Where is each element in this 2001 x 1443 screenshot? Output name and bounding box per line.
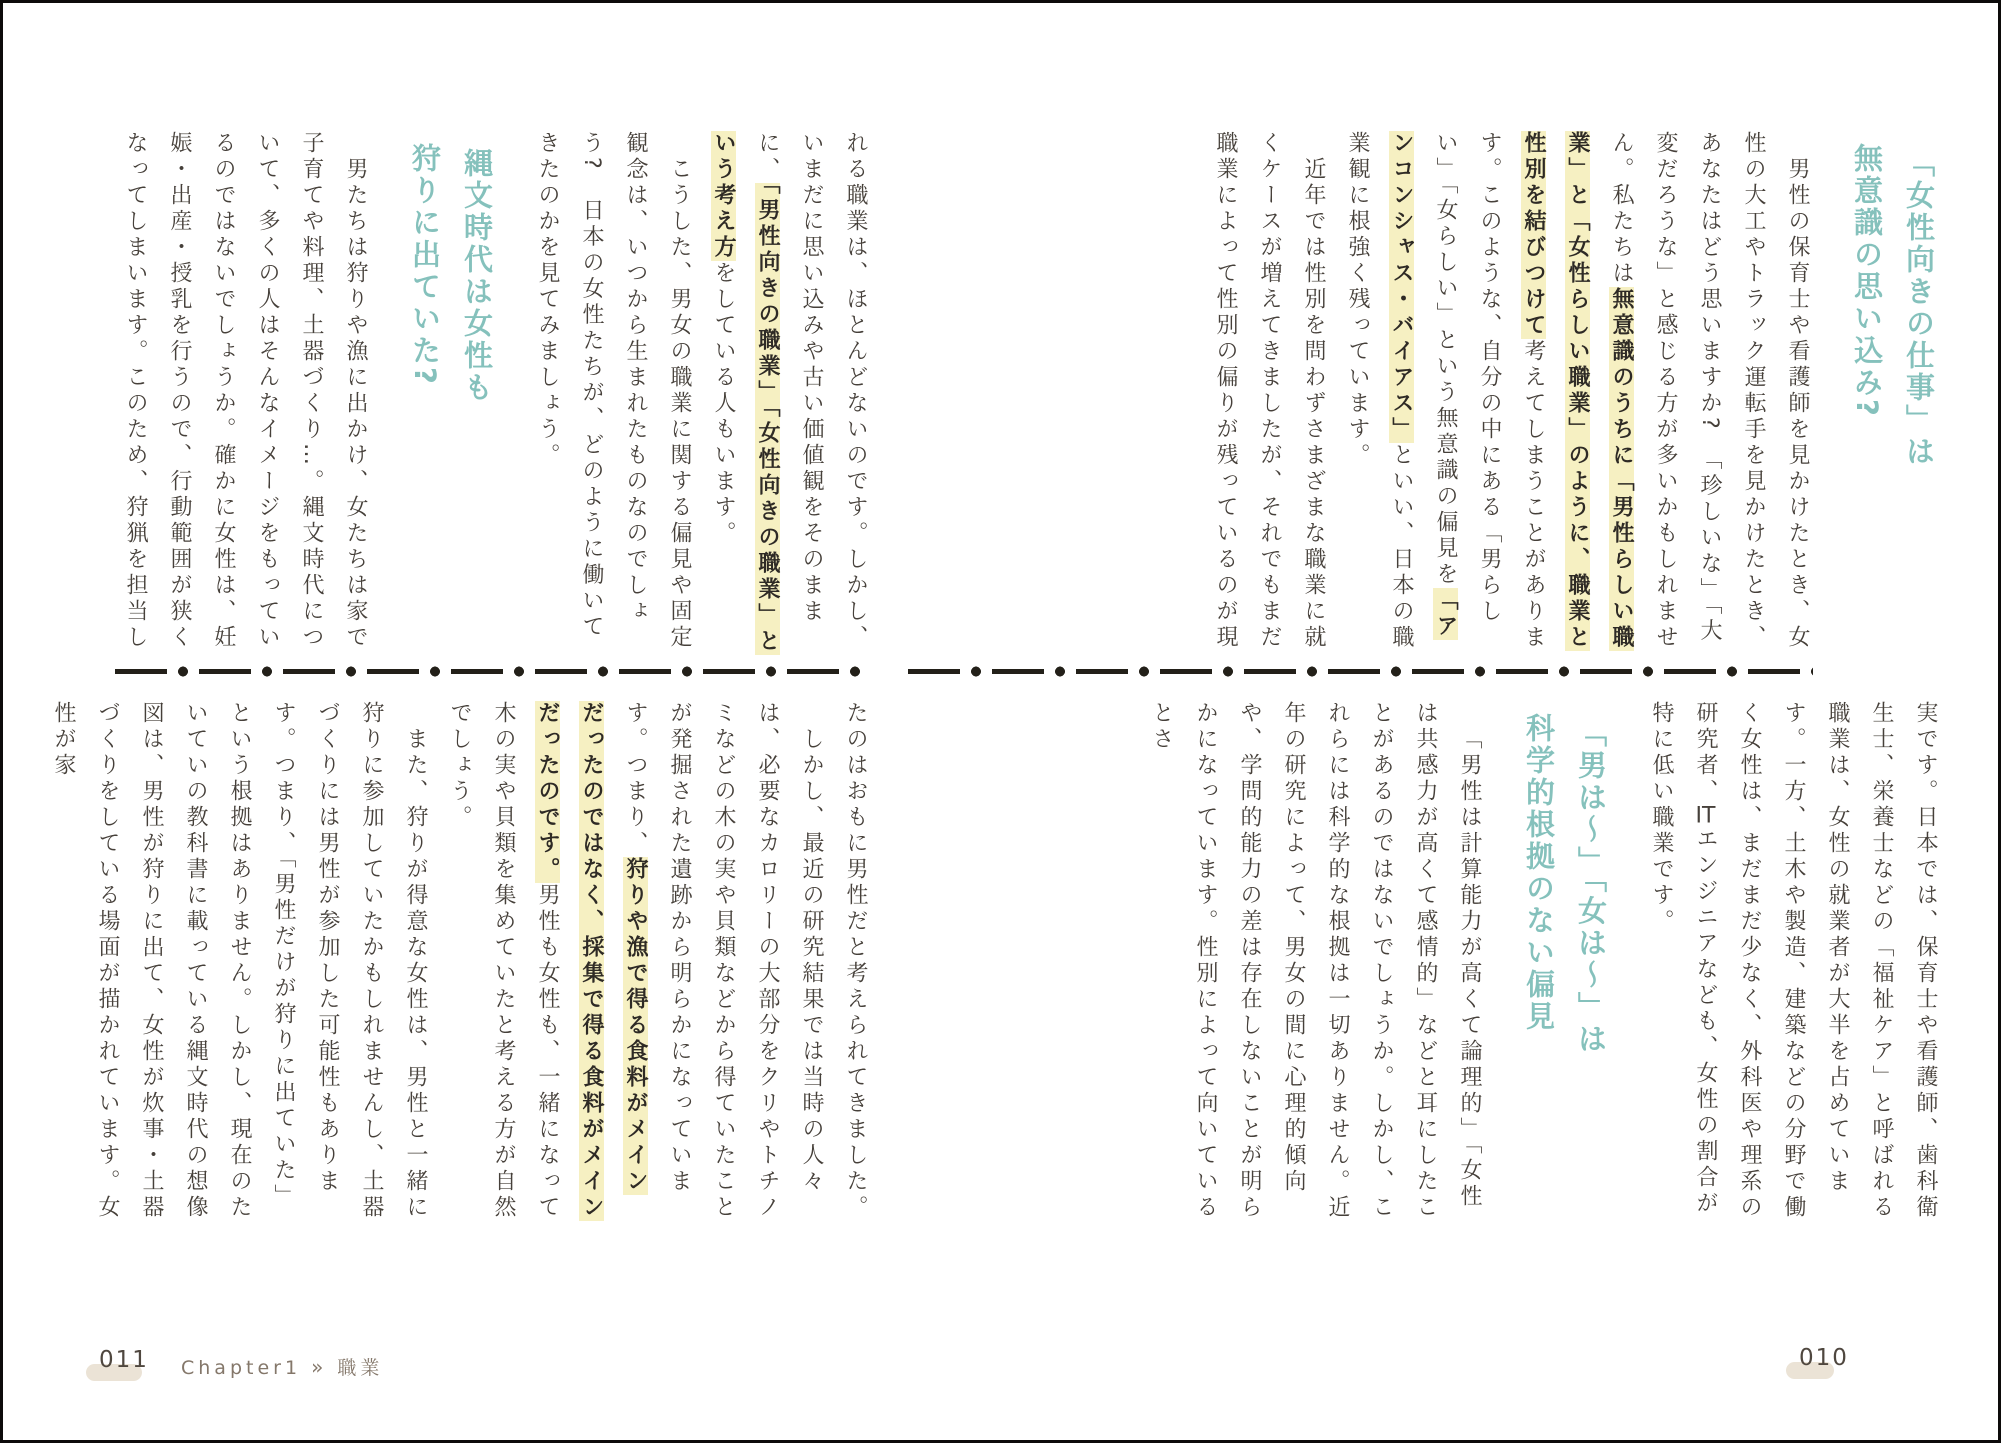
body-text-run: しかし、最近の研究結果では当時の人々は、必要なカロリーの大部分をクリやトチノミなどの木の実や貝類などから得ていたことが発掘された遺跡から明らかになっています。つまり、 bbox=[623, 701, 824, 1221]
section-heading-line: 狩りに出ていた? bbox=[408, 143, 442, 387]
highlighted-text: 無意識のうちに「男性らしい職業」と「女性らしい職業」のように、職業と性別を結びつけて bbox=[1521, 131, 1634, 651]
page-number: 011 bbox=[99, 1347, 149, 1373]
body-text-run: 男たちは狩りや漁に出かけ、女たちは家で子育てや料理、土器づくり…。縄文時代について、多くの人はそんなイメージをもっているのではないでしょうか。確かに女性は、妊娠・出産・授乳を行うので、行動範囲が狭くなってしまいます。このため、狩猟を担当し bbox=[123, 131, 368, 651]
section-heading-line: 「男は〜」「女は〜」は bbox=[1574, 718, 1608, 1056]
section-heading-line: 縄文時代は女性も bbox=[460, 148, 494, 404]
body-text-run: れる職業は、ほとんどないのです。しかし、いまだに思い込みや古い価値観をそのままに、 bbox=[755, 131, 868, 651]
section-heading bbox=[1513, 701, 1617, 1233]
section-heading-line: 「女性向きの仕事」は bbox=[1902, 148, 1936, 468]
body-text-run: 考えてしまうことがあります。このような、自分の中にある「男らしい」「女らしい」という無意識の偏見を bbox=[1433, 131, 1546, 651]
page-number: 010 bbox=[1799, 1345, 1849, 1371]
page-010 bbox=[3, 3, 1998, 1440]
body-text-run: 男性の保育士や看護師を見かけたとき、女性の大工やトラック運転手を見かけたとき、あなたはどう思いますか? 「珍しいな」「大変だろうな」と感じる方が多いかもしれません。私たちは bbox=[1609, 131, 1810, 651]
body-text-run: 「男性は計算能力が高くて論理的」「女性は共感力が高くて感情的」などと耳にしたことがあるのではないでしょうか。しかし、これらには科学的な根拠は一切ありません。近年の研究によって、男女の間に心理的傾向や、学問的能力の差は存在しないことが明らかになっています。性別によって向いているとさ bbox=[1149, 701, 1482, 1221]
right-bottom-text-block bbox=[1077, 701, 1947, 1233]
section-heading-line: 無意識の思い込み? bbox=[1850, 143, 1884, 419]
right-page-footer bbox=[1799, 1345, 1849, 1385]
section-heading bbox=[1841, 131, 1945, 659]
body-text-run: 近年では性別を問わずさまざまな職業に就くケースが増えてきましたが、それでもまだ職業によって性別の偏りが残っているのが現 bbox=[1213, 131, 1326, 651]
body-text-run: たのはおもに男性だと考えられてきました。 bbox=[843, 701, 868, 1221]
body-text-run: 実です。日本では、保育士や看護師、歯科衛生士、栄養士などの「福祉ケア」と呼ばれる職業は、女性の就業者が大半を占めています。一方、土木や製造、建築などの分野で働く女性は、まだまだ少なく、外科医や理系の研究者、 bbox=[1693, 701, 1938, 1221]
chevron-icon: » bbox=[311, 1355, 328, 1379]
chapter-name: Chapter1 bbox=[181, 1357, 302, 1379]
body-text-run: をしている人もいます。 bbox=[711, 261, 736, 547]
body-paragraph bbox=[1335, 131, 1819, 659]
body-paragraph bbox=[1639, 701, 1947, 1233]
body-text-run: こうした、男女の職業に関する偏見や固定観念は、いつから生まれたものなのでしょう? 日本の女性たちが、どのように働いてきたのかを見てみましょう。 bbox=[535, 131, 692, 651]
body-paragraph bbox=[1139, 701, 1491, 1233]
body-text-run: エンジニアなども、女性の割合が特に低い職業です。 bbox=[1649, 701, 1718, 1217]
body-paragraph bbox=[1203, 131, 1335, 659]
highlighted-text: 「男性向きの職業」「女性向きの職業」という考え方 bbox=[711, 131, 780, 655]
highlighted-text: 「アンコンシャス・バイアス」 bbox=[1389, 131, 1458, 640]
right-dash-dot-divider bbox=[908, 665, 1813, 678]
section-heading-line: 科学的根拠のない偏見 bbox=[1522, 713, 1556, 1033]
body-text-run: 男性も女性も、一緒になって木の実や貝類を集めていたと考える方が自然でしょう。 bbox=[447, 701, 560, 1221]
body-text-run: また、狩りが得意な女性は、男性と一緒に狩りに参加していたかもしれませんし、土器づくりには男性が参加した可能性もあります。つまり、「男性だけが狩りに出ていた」という根拠はありません。しかし、現在のたいていの教科書に載っている縄文時代の想像図は、男性が狩りに出て、女性が炊事・土器づくりをしている場面が描かれています。女性が家 bbox=[51, 701, 428, 1221]
highlighted-text: 狩りや漁で得る食料がメインだったのではなく、採集で得る食料がメインだったのです。 bbox=[535, 701, 648, 1221]
body-text-run: IT bbox=[1695, 805, 1716, 827]
chapter-section: 職業 bbox=[337, 1357, 384, 1379]
body-text-run: といい、日本の職業観に根強く残っています。 bbox=[1345, 131, 1414, 651]
right-top-text-block bbox=[1077, 131, 1947, 659]
